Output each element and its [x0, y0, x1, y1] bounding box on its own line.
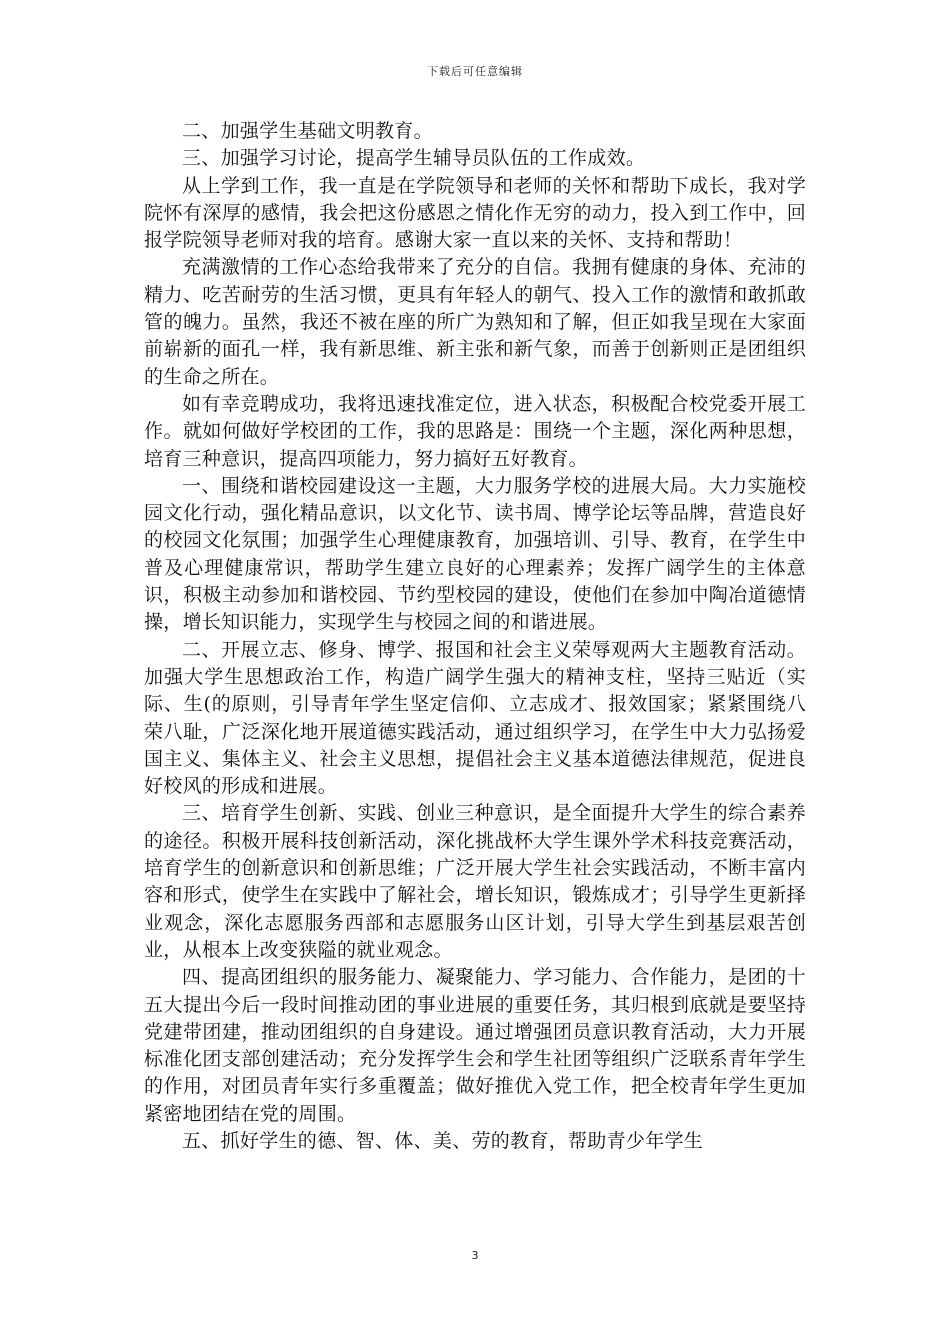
paragraph: 充满激情的工作心态给我带来了充分的自信。我拥有健康的身体、充沛的精力、吃苦耐劳的生活习惯，更具有年轻人的朝气、投入工作的激情和敢抓敢管的魄力。虽然，我还不被在座的所广为熟知和了解，但正如我呈现在大家面前崭新的面孔一样，我有新思维、新主张和新气象，而善于创新则正是团组织的生命之所在。 — [144, 256, 806, 388]
page-header: 下载后可任意编辑 — [427, 65, 523, 78]
body-text — [144, 118, 806, 1155]
paragraph: 四、提高团组织的服务能力、凝聚能力、学习能力、合作能力，是团的十五大提出今后一段时间推动团的事业进展的重要任务，其归根到底就是要坚持党建带团建，推动团组织的自身建设。通过增强团员意识教育活动，大力开展标准化团支部创建活动；充分发挥学生会和学生社团等组织广泛联系青年学生的作用，对团员青年实行多重覆盖；做好推优入党工作，把全校青年学生更加紧密地团结在党的周围。 — [144, 966, 806, 1125]
paragraph: 一、围绕和谐校园建设这一主题，大力服务学校的进展大局。大力实施校园文化行动，强化精品意识，以文化节、读书周、博学论坛等品牌，营造良好的校园文化氛围；加强学生心理健康教育，加强培训、引导、教育，在学生中普及心理健康常识，帮助学生建立良好的心理素养；发挥广阔学生的主体意识，积极主动参加和谐校园、节约型校园的建设，使他们在参加中陶冶道德情操，增长知识能力，实现学生与校园之间的和谐进展。 — [144, 474, 806, 634]
paragraph: 二、开展立志、修身、博学、报国和社会主义荣辱观两大主题教育活动。加强大学生思想政治工作，构造广阔学生强大的精神支柱，坚持三贴近（实际、生(的原则，引导青年学生坚定信仰、立志成才、报效国家；紧紧围绕八荣八耻，广泛深化地开展道德实践活动，通过组织学习，在学生中大力弘扬爱国主义、集体主义、社会主义思想，提倡社会主义基本道德法律规范，促进良好校风的形成和进展。 — [144, 638, 806, 798]
paragraph: 从上学到工作，我一直是在学院领导和老师的关怀和帮助下成长，我对学院怀有深厚的感情，我会把这份感恩之情化作无穷的动力，投入到工作中，回报学院领导老师对我的培育。感谢大家一直以来的关怀、支持和帮助！ — [144, 174, 806, 252]
paragraph: 如有幸竞聘成功，我将迅速找准定位，进入状态，积极配合校党委开展工作。就如何做好学校团的工作，我的思路是：围绕一个主题，深化两种思想，培育三种意识，提高四项能力，努力搞好五好教育。 — [144, 392, 806, 470]
paragraph: 三、加强学习讨论，提高学生辅导员队伍的工作成效。 — [182, 147, 646, 170]
paragraph: 三、培育学生创新、实践、创业三种意识，是全面提升大学生的综合素养的途径。积极开展科技创新活动，深化挑战杯大学生课外学术科技竞赛活动，培育学生的创新意识和创新思维；广泛开展大学生社会实践活动，不断丰富内容和形式，使学生在实践中了解社会，增长知识，锻炼成才；引导学生更新择业观念，深化志愿服务西部和志愿服务山区计划，引导大学生到基层艰苦创业，从根本上改变狭隘的就业观念。 — [144, 802, 806, 961]
page-number: 3 — [471, 1249, 479, 1262]
paragraph: 五、抓好学生的德、智、体、美、劳的教育，帮助青少年学生 — [182, 1129, 704, 1152]
paragraph: 二、加强学生基础文明教育。 — [182, 120, 433, 142]
